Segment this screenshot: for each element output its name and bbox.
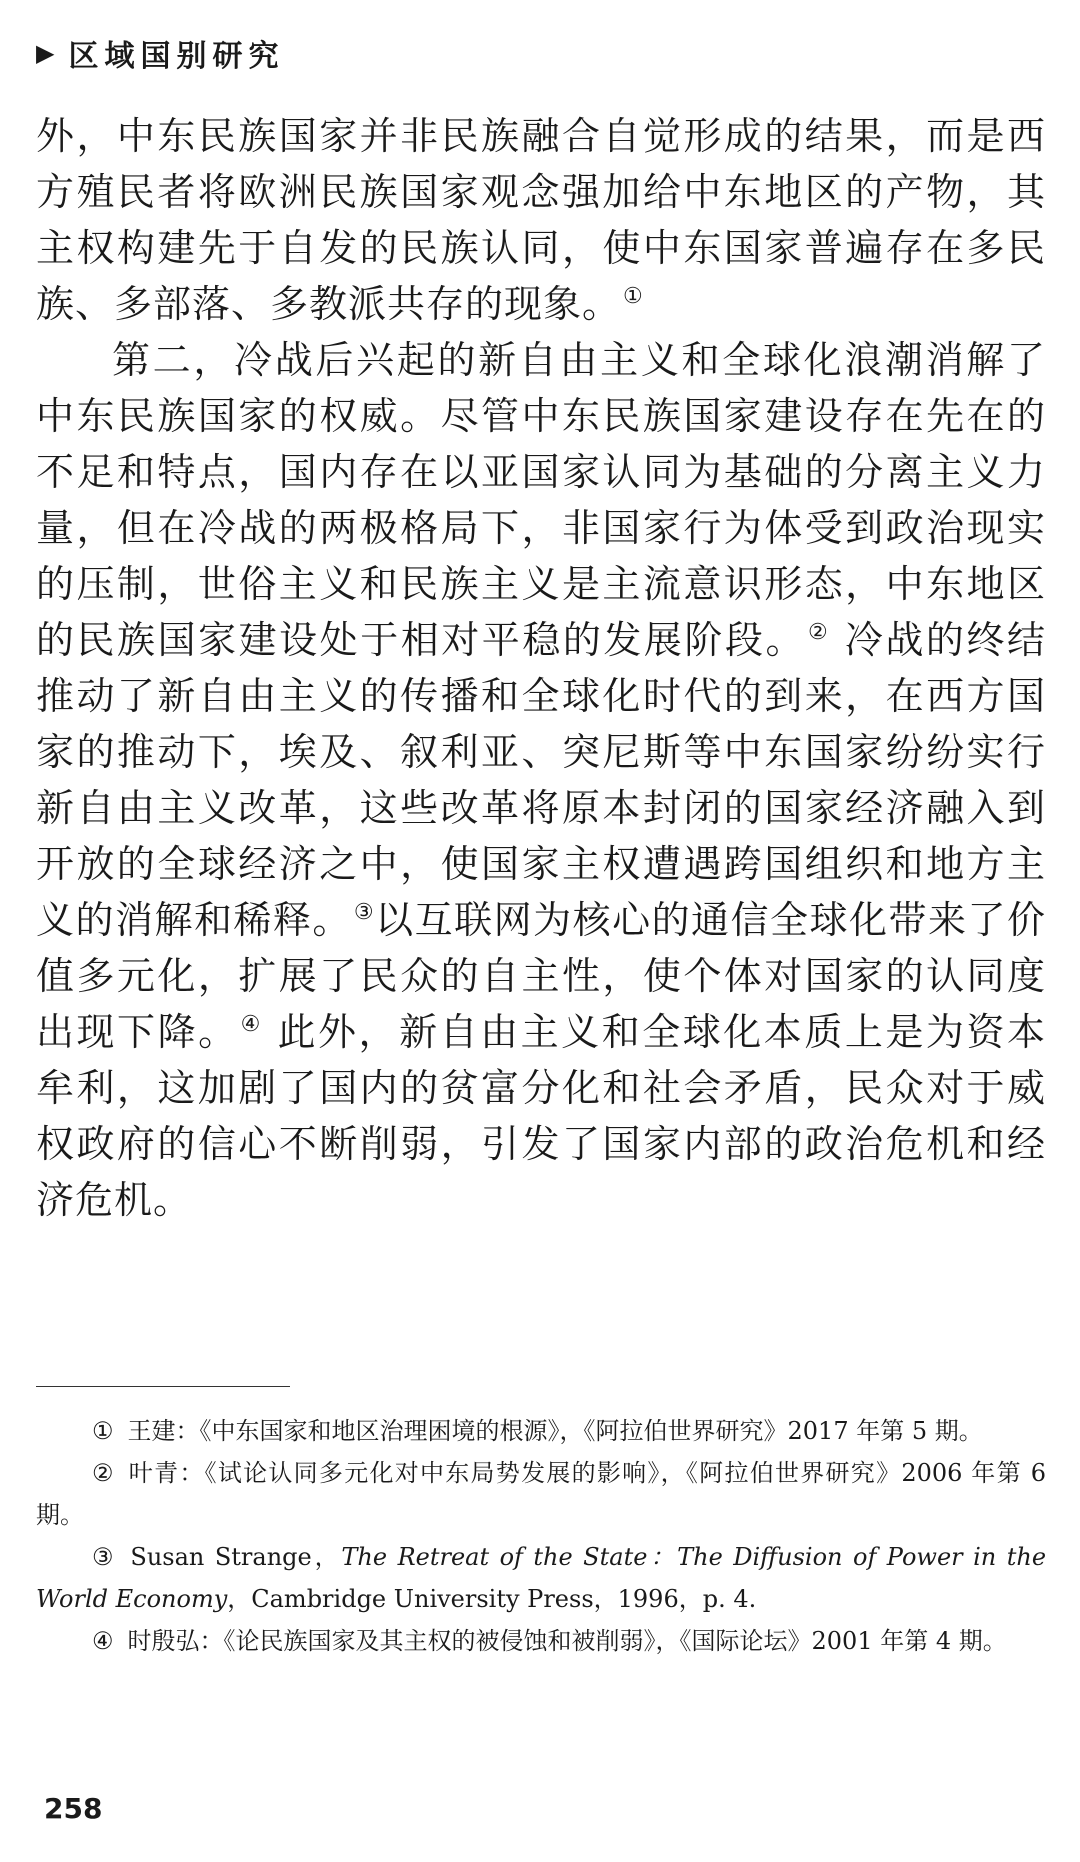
paragraph-1 <box>36 108 1046 332</box>
paragraph-2-segment-2: 冷战的终结推动了新自由主义的传播和全球化时代的到来，在西方国家的推动下，埃及、叙利亚、突尼斯等中东国家纷纷实行新自由主义改革，这些改革将原本封闭的国家经济融入到开放的全球经济之中，使国家主权遭遇跨国组织和地方主义的消解和稀释。 <box>36 618 1046 942</box>
footnote-ref-2[interactable]: ② <box>808 620 831 645</box>
paragraph-2-segment-1: 第二，冷战后兴起的新自由主义和全球化浪潮消解了中东民族国家的权威。尽管中东民族国家建设存在先在的不足和特点，国内存在以亚国家认同为基础的分离主义力量，但在冷战的两极格局下，非国家行为体受到政治现实的压制，世俗主义和民族主义是主流意识形态，中东地区的民族国家建设处于相对平稳的发展阶段。 <box>36 338 1046 662</box>
paragraph-2 <box>36 332 1046 1228</box>
footnote-ref-1[interactable]: ① <box>623 284 644 309</box>
main-text <box>36 108 1046 1228</box>
footnote-number: ④ <box>92 1627 114 1655</box>
footnote-author: Susan Strange， <box>130 1543 342 1571</box>
footnote-2 <box>36 1452 1046 1536</box>
paragraph-1-text: 外，中东民族国家并非民族融合自觉形成的结果，而是西方殖民者将欧洲民族国家观念强加给中东地区的产物，其主权构建先于自发的民族认同，使中东国家普遍存在多民族、多部落、多教派共存的现象。 <box>36 114 1046 326</box>
footnotes <box>36 1410 1046 1662</box>
footnote-text: 叶青：《试论认同多元化对中东局势发展的影响》，《阿拉伯世界研究》2006 年第 6 期。 <box>36 1459 1047 1529</box>
footnote-ref-3[interactable]: ③ <box>353 900 376 925</box>
footnote-divider <box>36 1386 290 1387</box>
footnote-number: ③ <box>92 1543 117 1571</box>
footnote-number: ② <box>92 1459 115 1487</box>
footnote-text: 王建：《中东国家和地区治理困境的根源》，《阿拉伯世界研究》2017 年第 5 期。 <box>127 1417 983 1445</box>
footnote-text: 时殷弘：《论民族国家及其主权的被侵蚀和被削弱》，《国际论坛》2001 年第 4 期。 <box>127 1627 1007 1655</box>
triangle-marker-icon: ▶ <box>36 39 55 67</box>
footnote-publisher: ，Cambridge University Press，1996，p. 4. <box>227 1585 757 1613</box>
footnote-number: ① <box>92 1417 114 1445</box>
footnote-book-title: The Retreat of the State：The Diffusion of Power in the World Economy <box>36 1543 1047 1613</box>
page-number: 258 <box>44 1792 103 1825</box>
section-title: 区域国别研究 <box>68 39 285 74</box>
paragraph-2-segment-4: 此外，新自由主义和全球化本质上是为资本牟利，这加剧了国内的贫富分化和社会矛盾，民众对于威权政府的信心不断削弱，引发了国家内部的政治危机和经济危机。 <box>36 1010 1046 1222</box>
footnote-ref-4[interactable]: ④ <box>240 1012 263 1037</box>
footnote-1 <box>36 1410 1046 1452</box>
footnote-4 <box>36 1620 1046 1662</box>
footnote-3 <box>36 1536 1046 1620</box>
paragraph-2-segment-3: 以互联网为核心的通信全球化带来了价值多元化，扩展了民众的自主性，使个体对国家的认同度出现下降。 <box>36 898 1046 1054</box>
running-header <box>36 28 284 78</box>
